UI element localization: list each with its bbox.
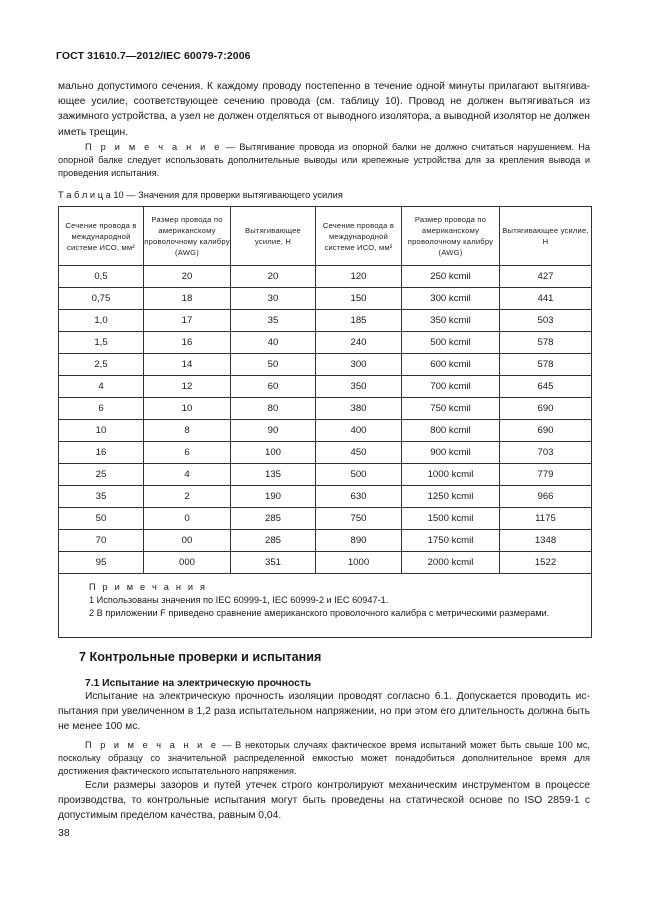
table-cell: 645 [500, 376, 592, 398]
table-cell: 70 [59, 530, 144, 552]
table-cell: 690 [500, 420, 592, 442]
table-cell: 90 [231, 420, 316, 442]
table-cell: 380 [316, 398, 402, 420]
table-cell: 30 [231, 288, 316, 310]
table-cell: 100 [231, 442, 316, 464]
table-cell: 50 [231, 354, 316, 376]
table-cell: 1348 [500, 530, 592, 552]
table-cell: 500 kcmil [402, 332, 500, 354]
table-cell: 350 [316, 376, 402, 398]
table-cell: 6 [59, 398, 144, 420]
table-cell: 0 [144, 508, 231, 530]
table-header-cell: Сечение провода в международной системе ИСО, мм² [59, 207, 144, 266]
table-cell: 2,5 [59, 354, 144, 376]
table-notes-title: П р и м е ч а н и я [89, 582, 208, 592]
table-cell: 600 kcmil [402, 354, 500, 376]
table-cell: 20 [144, 266, 231, 288]
table-note-2: 2 В приложении F приведено сравнение американского проволочного калибра с метрическими размерами. [89, 608, 550, 618]
table-header-row [59, 207, 592, 266]
note-text: — Вытягивание провода из опорной балки не должно считаться нарушением. На опорной балке следует использовать дополнительные выводы или крепежные устройства для за крепления вывода и проведения испытания. [58, 142, 590, 179]
note-label: П р и м е ч а н и е [85, 142, 222, 152]
table-cell: 80 [231, 398, 316, 420]
table-cell: 40 [231, 332, 316, 354]
table-cell: 35 [231, 310, 316, 332]
table-cell: 2 [144, 486, 231, 508]
table-cell: 25 [59, 464, 144, 486]
table-cell: 135 [231, 464, 316, 486]
table-cell: 703 [500, 442, 592, 464]
table-cell: 16 [144, 332, 231, 354]
table-row [59, 376, 592, 398]
table-cell: 578 [500, 332, 592, 354]
table-cell: 20 [231, 266, 316, 288]
section-note-text: — В некоторых случаях фактическое время испытаний может быть свыше 100 мс, поскольку образцу со значительной распределенной емкостью может понадобиться дополнительное время для достижения фактического испытательного напряжения. [58, 740, 590, 777]
table-cell: 750 [316, 508, 402, 530]
table-cell: 427 [500, 266, 592, 288]
table-cell: 441 [500, 288, 592, 310]
table-cell: 0,75 [59, 288, 144, 310]
table-notes [59, 574, 592, 638]
page-number: 38 [58, 827, 70, 839]
table-cell: 450 [316, 442, 402, 464]
table-cell: 150 [316, 288, 402, 310]
section-paragraph-2: Если размеры зазоров и путей утечек строго контролируют механическим инструментом в процессе производства, то контрольные испытания могут быть проведены на статической основе по ISO 2859-1 с допустимым пределом качества, равным 0,04. [58, 780, 590, 822]
table-cell: 400 [316, 420, 402, 442]
table-row [59, 310, 592, 332]
table-header-cell: Размер провода по американскому проволочному калибру (AWG) [144, 207, 231, 266]
table-cell: 1175 [500, 508, 592, 530]
table-note-1: 1 Использованы значения по IEC 60999-1, IEC 60999-2 и IEC 60947-1. [89, 595, 389, 605]
table-cell: 17 [144, 310, 231, 332]
section-title: 7 Контрольные проверки и испытания [79, 650, 322, 664]
table-cell: 18 [144, 288, 231, 310]
table-header-cell: Вытягивающее усилие, H [231, 207, 316, 266]
table-header-cell: Сечение провода в международной системе ИСО, мм² [316, 207, 402, 266]
section-note [58, 739, 590, 779]
table-cell: 690 [500, 398, 592, 420]
table-cell: 1750 kcmil [402, 530, 500, 552]
table-cell: 350 kcmil [402, 310, 500, 332]
table-cell: 890 [316, 530, 402, 552]
table-row [59, 464, 592, 486]
table-cell: 240 [316, 332, 402, 354]
table-row [59, 552, 592, 574]
note-paragraph [58, 141, 590, 181]
table-row [59, 420, 592, 442]
document-header: ГОСТ 31610.7—2012/IEC 60079-7:2006 [56, 50, 251, 62]
table-row [59, 398, 592, 420]
table-cell: 4 [144, 464, 231, 486]
table-cell: 4 [59, 376, 144, 398]
table-cell: 1,5 [59, 332, 144, 354]
table-cell: 750 kcmil [402, 398, 500, 420]
table-cell: 351 [231, 552, 316, 574]
subsection-title: 7.1 Испытание на электрическую прочность [85, 678, 312, 689]
table-cell: 190 [231, 486, 316, 508]
table-cell: 1000 kcmil [402, 464, 500, 486]
table-cell: 2000 kcmil [402, 552, 500, 574]
table-cell: 185 [316, 310, 402, 332]
table-cell: 285 [231, 508, 316, 530]
table-cell: 14 [144, 354, 231, 376]
table-cell: 00 [144, 530, 231, 552]
table-cell: 10 [144, 398, 231, 420]
table-cell: 1000 [316, 552, 402, 574]
table-row [59, 486, 592, 508]
table-header-cell: Размер провода по американскому проволочному калибру (AWG) [402, 207, 500, 266]
table-cell: 578 [500, 354, 592, 376]
table-cell: 6 [144, 442, 231, 464]
table-cell: 95 [59, 552, 144, 574]
table-cell: 16 [59, 442, 144, 464]
table-caption: Т а б л и ц а 10 — Значения для проверки вытягивающего усилия [58, 190, 343, 200]
table-cell: 630 [316, 486, 402, 508]
table-row [59, 442, 592, 464]
table-cell: 300 kcmil [402, 288, 500, 310]
table-row [59, 354, 592, 376]
pull-force-table [58, 206, 592, 638]
table-cell: 900 kcmil [402, 442, 500, 464]
section-paragraph-1: Испытание на электрическую прочность изоляции проводят согласно 6.1. Допускается проводить испытания при увеличенном в 1,2 раза испытательном напряжении, но при этом его длительность должна быть не менее 100 мс. [58, 691, 590, 733]
table-cell: 120 [316, 266, 402, 288]
table-cell: 700 kcmil [402, 376, 500, 398]
intro-paragraph: мально допустимого сечения. К каждому проводу постепенно в течение одной минуты прилагают вытягивающее усилие, соответствующее сечению провода (см. таблицу 10). Провод не должен вытягиваться из зажимного устройства, а узел не должен отделяться от выводного изолятора, а выводной изолятор не должен иметь трещин. [58, 81, 590, 138]
table-cell: 50 [59, 508, 144, 530]
table-cell: 10 [59, 420, 144, 442]
table-cell: 779 [500, 464, 592, 486]
table-header-cell: Вытягивающее усилие, H [500, 207, 592, 266]
table-cell: 285 [231, 530, 316, 552]
table-cell: 1,0 [59, 310, 144, 332]
table-row [59, 288, 592, 310]
table-cell: 503 [500, 310, 592, 332]
table-cell: 1500 kcmil [402, 508, 500, 530]
section-note-label: П р и м е ч а н и е [85, 740, 219, 750]
table-row [59, 266, 592, 288]
table-cell: 1522 [500, 552, 592, 574]
table-cell: 0,5 [59, 266, 144, 288]
table-cell: 300 [316, 354, 402, 376]
table-cell: 966 [500, 486, 592, 508]
table-row [59, 530, 592, 552]
table-row [59, 332, 592, 354]
table-cell: 8 [144, 420, 231, 442]
table-row [59, 508, 592, 530]
table-cell: 12 [144, 376, 231, 398]
table-cell: 1250 kcmil [402, 486, 500, 508]
table-cell: 35 [59, 486, 144, 508]
table-cell: 250 kcmil [402, 266, 500, 288]
table-cell: 000 [144, 552, 231, 574]
table-cell: 60 [231, 376, 316, 398]
table-cell: 800 kcmil [402, 420, 500, 442]
table-cell: 500 [316, 464, 402, 486]
